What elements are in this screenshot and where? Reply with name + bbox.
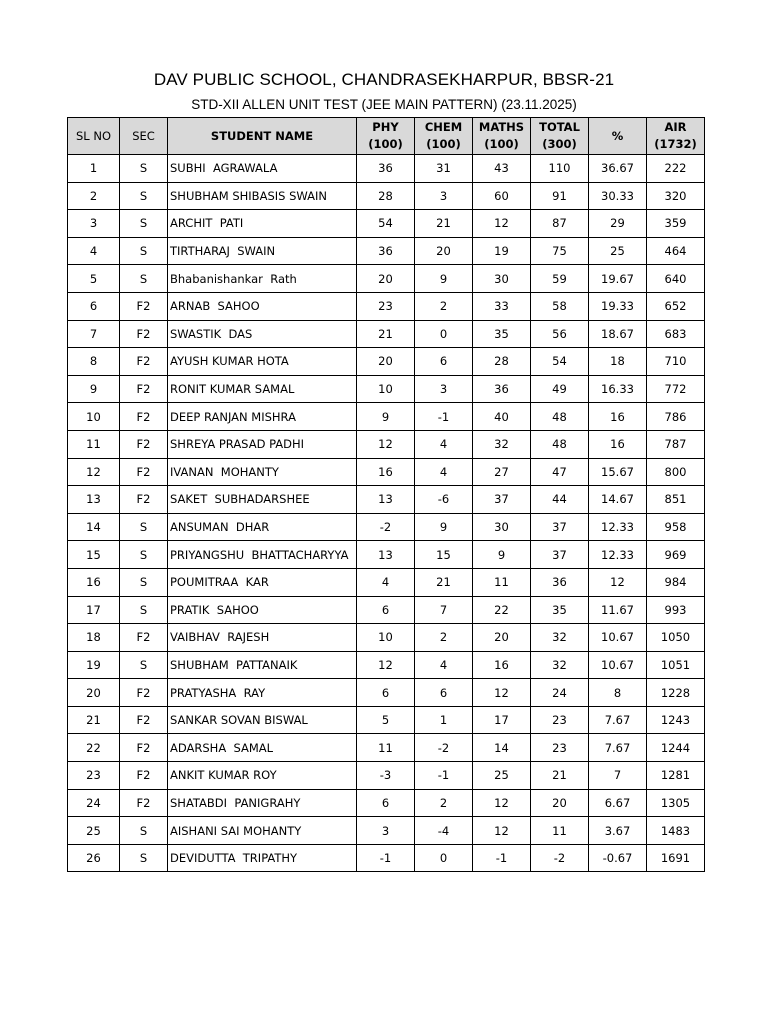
phy-cell: 36 <box>357 237 415 265</box>
table-row <box>68 817 705 845</box>
maths-cell: 30 <box>473 513 531 541</box>
sl-no-cell: 3 <box>68 210 120 238</box>
percent-cell: 16 <box>589 430 647 458</box>
table-row <box>68 541 705 569</box>
air-cell: 1483 <box>647 817 705 845</box>
total-cell: 91 <box>531 182 589 210</box>
chem-cell: 4 <box>415 430 473 458</box>
student-name-cell: VAIBHAV RAJESH <box>168 624 357 652</box>
percent-cell: 18 <box>589 348 647 376</box>
header-air-max: (1732) <box>654 137 697 151</box>
student-name-cell: SHATABDI PANIGRAHY <box>168 789 357 817</box>
phy-cell: -1 <box>357 844 415 872</box>
table-row <box>68 403 705 431</box>
total-cell: 35 <box>531 596 589 624</box>
header-student-name: STUDENT NAME <box>168 118 357 155</box>
chem-cell: -2 <box>415 734 473 762</box>
sec-cell: F2 <box>120 320 168 348</box>
sec-cell: S <box>120 265 168 293</box>
air-cell: 772 <box>647 375 705 403</box>
chem-cell: 31 <box>415 155 473 183</box>
total-cell: 56 <box>531 320 589 348</box>
phy-cell: 6 <box>357 679 415 707</box>
maths-cell: 20 <box>473 624 531 652</box>
header-chem <box>415 118 473 155</box>
air-cell: 958 <box>647 513 705 541</box>
header-percent: % <box>589 118 647 155</box>
sec-cell: F2 <box>120 403 168 431</box>
table-row <box>68 513 705 541</box>
header-chem-label: CHEM <box>424 120 463 134</box>
table-row <box>68 320 705 348</box>
percent-cell: 30.33 <box>589 182 647 210</box>
chem-cell: 1 <box>415 706 473 734</box>
sl-no-cell: 4 <box>68 237 120 265</box>
chem-cell: 6 <box>415 679 473 707</box>
page-title: DAV PUBLIC SCHOOL, CHANDRASEKHARPUR, BBSR-21 <box>153 70 615 89</box>
table-row <box>68 762 705 790</box>
results-table <box>67 117 705 872</box>
maths-cell: 43 <box>473 155 531 183</box>
table-row <box>68 624 705 652</box>
percent-cell: 18.67 <box>589 320 647 348</box>
student-name-cell: ARNAB SAHOO <box>168 292 357 320</box>
chem-cell: -1 <box>415 762 473 790</box>
table-row <box>68 265 705 293</box>
chem-cell: 6 <box>415 348 473 376</box>
sl-no-cell: 18 <box>68 624 120 652</box>
sec-cell: F2 <box>120 430 168 458</box>
sec-cell: F2 <box>120 789 168 817</box>
student-name-cell: IVANAN MOHANTY <box>168 458 357 486</box>
phy-cell: 16 <box>357 458 415 486</box>
maths-cell: 60 <box>473 182 531 210</box>
percent-cell: 16.33 <box>589 375 647 403</box>
student-name-cell: Bhabanishankar Rath <box>168 265 357 293</box>
maths-cell: 17 <box>473 706 531 734</box>
table-row <box>68 568 705 596</box>
chem-cell: 9 <box>415 513 473 541</box>
chem-cell: -1 <box>415 403 473 431</box>
maths-cell: 12 <box>473 817 531 845</box>
air-cell: 710 <box>647 348 705 376</box>
phy-cell: 20 <box>357 265 415 293</box>
sl-no-cell: 14 <box>68 513 120 541</box>
chem-cell: 9 <box>415 265 473 293</box>
percent-cell: 36.67 <box>589 155 647 183</box>
chem-cell: -6 <box>415 486 473 514</box>
maths-cell: 11 <box>473 568 531 596</box>
air-cell: 969 <box>647 541 705 569</box>
phy-cell: 36 <box>357 155 415 183</box>
student-name-cell: POUMITRAA KAR <box>168 568 357 596</box>
chem-cell: -4 <box>415 817 473 845</box>
air-cell: 787 <box>647 430 705 458</box>
sec-cell: F2 <box>120 292 168 320</box>
table-row <box>68 734 705 762</box>
sl-no-cell: 6 <box>68 292 120 320</box>
table-row <box>68 155 705 183</box>
maths-cell: 27 <box>473 458 531 486</box>
total-cell: 75 <box>531 237 589 265</box>
air-cell: 222 <box>647 155 705 183</box>
percent-cell: 19.67 <box>589 265 647 293</box>
air-cell: 993 <box>647 596 705 624</box>
total-cell: 49 <box>531 375 589 403</box>
student-name-cell: SANKAR SOVAN BISWAL <box>168 706 357 734</box>
total-cell: 59 <box>531 265 589 293</box>
header-row <box>68 118 705 155</box>
phy-cell: 23 <box>357 292 415 320</box>
header-phy-max: (100) <box>368 137 403 151</box>
header-maths <box>473 118 531 155</box>
sec-cell: S <box>120 651 168 679</box>
student-name-cell: SUBHI AGRAWALA <box>168 155 357 183</box>
percent-cell: 10.67 <box>589 624 647 652</box>
chem-cell: 3 <box>415 375 473 403</box>
maths-cell: 28 <box>473 348 531 376</box>
sec-cell: F2 <box>120 348 168 376</box>
phy-cell: 28 <box>357 182 415 210</box>
student-name-cell: SHUBHAM SHIBASIS SWAIN <box>168 182 357 210</box>
chem-cell: 21 <box>415 210 473 238</box>
student-name-cell: SHUBHAM PATTANAIK <box>168 651 357 679</box>
chem-cell: 20 <box>415 237 473 265</box>
phy-cell: 12 <box>357 651 415 679</box>
percent-cell: 7.67 <box>589 734 647 762</box>
chem-cell: 4 <box>415 458 473 486</box>
percent-cell: 6.67 <box>589 789 647 817</box>
total-cell: 32 <box>531 651 589 679</box>
percent-cell: 12.33 <box>589 541 647 569</box>
sl-no-cell: 16 <box>68 568 120 596</box>
table-row <box>68 182 705 210</box>
air-cell: 1305 <box>647 789 705 817</box>
header-total-label: TOTAL <box>539 120 580 134</box>
header-total-max: (300) <box>542 137 577 151</box>
chem-cell: 0 <box>415 320 473 348</box>
student-name-cell: SAKET SUBHADARSHEE <box>168 486 357 514</box>
sl-no-cell: 12 <box>68 458 120 486</box>
maths-cell: 19 <box>473 237 531 265</box>
student-name-cell: RONIT KUMAR SAMAL <box>168 375 357 403</box>
phy-cell: 3 <box>357 817 415 845</box>
air-cell: 1050 <box>647 624 705 652</box>
chem-cell: 7 <box>415 596 473 624</box>
chem-cell: 3 <box>415 182 473 210</box>
sl-no-cell: 22 <box>68 734 120 762</box>
total-cell: 24 <box>531 679 589 707</box>
sec-cell: S <box>120 541 168 569</box>
maths-cell: 35 <box>473 320 531 348</box>
sec-cell: F2 <box>120 706 168 734</box>
total-cell: 58 <box>531 292 589 320</box>
percent-cell: 7.67 <box>589 706 647 734</box>
sl-no-cell: 20 <box>68 679 120 707</box>
phy-cell: 20 <box>357 348 415 376</box>
maths-cell: 25 <box>473 762 531 790</box>
phy-cell: 11 <box>357 734 415 762</box>
student-name-cell: PRATIK SAHOO <box>168 596 357 624</box>
phy-cell: 12 <box>357 430 415 458</box>
total-cell: 20 <box>531 789 589 817</box>
percent-cell: 8 <box>589 679 647 707</box>
chem-cell: 2 <box>415 789 473 817</box>
header-air-label: AIR <box>664 120 687 134</box>
table-header <box>68 118 705 155</box>
student-name-cell: ANKIT KUMAR ROY <box>168 762 357 790</box>
chem-cell: 0 <box>415 844 473 872</box>
maths-cell: 33 <box>473 292 531 320</box>
table-row <box>68 486 705 514</box>
table-row <box>68 789 705 817</box>
air-cell: 1691 <box>647 844 705 872</box>
air-cell: 683 <box>647 320 705 348</box>
air-cell: 1228 <box>647 679 705 707</box>
header-phy <box>357 118 415 155</box>
sl-no-cell: 7 <box>68 320 120 348</box>
total-cell: 87 <box>531 210 589 238</box>
table-row <box>68 706 705 734</box>
student-name-cell: ANSUMAN DHAR <box>168 513 357 541</box>
air-cell: 1281 <box>647 762 705 790</box>
total-cell: -2 <box>531 844 589 872</box>
phy-cell: 4 <box>357 568 415 596</box>
table-row <box>68 375 705 403</box>
total-cell: 47 <box>531 458 589 486</box>
phy-cell: 13 <box>357 486 415 514</box>
maths-cell: 32 <box>473 430 531 458</box>
percent-cell: 16 <box>589 403 647 431</box>
air-cell: 786 <box>647 403 705 431</box>
sec-cell: S <box>120 596 168 624</box>
table-row <box>68 596 705 624</box>
total-cell: 23 <box>531 734 589 762</box>
air-cell: 359 <box>647 210 705 238</box>
table-row <box>68 844 705 872</box>
air-cell: 464 <box>647 237 705 265</box>
maths-cell: 40 <box>473 403 531 431</box>
maths-cell: 16 <box>473 651 531 679</box>
table-row <box>68 430 705 458</box>
sec-cell: F2 <box>120 762 168 790</box>
total-cell: 32 <box>531 624 589 652</box>
chem-cell: 21 <box>415 568 473 596</box>
sec-cell: F2 <box>120 458 168 486</box>
sl-no-cell: 19 <box>68 651 120 679</box>
phy-cell: 10 <box>357 375 415 403</box>
header-maths-label: MATHS <box>478 120 525 134</box>
percent-cell: 15.67 <box>589 458 647 486</box>
student-name-cell: AISHANI SAI MOHANTY <box>168 817 357 845</box>
maths-cell: 9 <box>473 541 531 569</box>
percent-cell: 3.67 <box>589 817 647 845</box>
air-cell: 652 <box>647 292 705 320</box>
sl-no-cell: 25 <box>68 817 120 845</box>
sl-no-cell: 15 <box>68 541 120 569</box>
table-body <box>68 155 705 872</box>
total-cell: 23 <box>531 706 589 734</box>
sec-cell: S <box>120 844 168 872</box>
student-name-cell: PRIYANGSHU BHATTACHARYYA <box>168 541 357 569</box>
table-row <box>68 651 705 679</box>
percent-cell: 19.33 <box>589 292 647 320</box>
student-name-cell: ADARSHA SAMAL <box>168 734 357 762</box>
table-row <box>68 458 705 486</box>
phy-cell: 6 <box>357 789 415 817</box>
air-cell: 984 <box>647 568 705 596</box>
total-cell: 110 <box>531 155 589 183</box>
sec-cell: F2 <box>120 734 168 762</box>
air-cell: 1051 <box>647 651 705 679</box>
header-phy-label: PHY <box>372 120 399 134</box>
table-row <box>68 292 705 320</box>
table-row <box>68 348 705 376</box>
sec-cell: F2 <box>120 486 168 514</box>
maths-cell: 12 <box>473 679 531 707</box>
percent-cell: 12.33 <box>589 513 647 541</box>
percent-cell: 25 <box>589 237 647 265</box>
maths-cell: 36 <box>473 375 531 403</box>
sec-cell: F2 <box>120 624 168 652</box>
phy-cell: 10 <box>357 624 415 652</box>
maths-cell: 12 <box>473 210 531 238</box>
total-cell: 54 <box>531 348 589 376</box>
sl-no-cell: 9 <box>68 375 120 403</box>
maths-cell: 37 <box>473 486 531 514</box>
percent-cell: 29 <box>589 210 647 238</box>
total-cell: 48 <box>531 430 589 458</box>
sl-no-cell: 8 <box>68 348 120 376</box>
sl-no-cell: 10 <box>68 403 120 431</box>
air-cell: 800 <box>647 458 705 486</box>
sl-no-cell: 21 <box>68 706 120 734</box>
sec-cell: F2 <box>120 679 168 707</box>
total-cell: 48 <box>531 403 589 431</box>
header-total <box>531 118 589 155</box>
air-cell: 851 <box>647 486 705 514</box>
percent-cell: -0.67 <box>589 844 647 872</box>
percent-cell: 12 <box>589 568 647 596</box>
air-cell: 320 <box>647 182 705 210</box>
maths-cell: 22 <box>473 596 531 624</box>
sec-cell: S <box>120 817 168 845</box>
sl-no-cell: 2 <box>68 182 120 210</box>
air-cell: 640 <box>647 265 705 293</box>
maths-cell: 30 <box>473 265 531 293</box>
table-row <box>68 237 705 265</box>
sl-no-cell: 11 <box>68 430 120 458</box>
phy-cell: 9 <box>357 403 415 431</box>
student-name-cell: DEEP RANJAN MISHRA <box>168 403 357 431</box>
sec-cell: S <box>120 155 168 183</box>
percent-cell: 10.67 <box>589 651 647 679</box>
maths-cell: 12 <box>473 789 531 817</box>
header-sl-no: SL NO <box>68 118 120 155</box>
header-air <box>647 118 705 155</box>
sec-cell: F2 <box>120 375 168 403</box>
air-cell: 1243 <box>647 706 705 734</box>
sl-no-cell: 13 <box>68 486 120 514</box>
sec-cell: S <box>120 182 168 210</box>
air-cell: 1244 <box>647 734 705 762</box>
chem-cell: 2 <box>415 292 473 320</box>
phy-cell: -3 <box>357 762 415 790</box>
header-sec: SEC <box>120 118 168 155</box>
student-name-cell: SHREYA PRASAD PADHI <box>168 430 357 458</box>
total-cell: 11 <box>531 817 589 845</box>
chem-cell: 2 <box>415 624 473 652</box>
phy-cell: 5 <box>357 706 415 734</box>
page-subtitle: STD-XII ALLEN UNIT TEST (JEE MAIN PATTERN) (23.11.2025) <box>191 97 577 112</box>
total-cell: 36 <box>531 568 589 596</box>
student-name-cell: ARCHIT PATI <box>168 210 357 238</box>
student-name-cell: AYUSH KUMAR HOTA <box>168 348 357 376</box>
sec-cell: S <box>120 513 168 541</box>
percent-cell: 11.67 <box>589 596 647 624</box>
table-row <box>68 679 705 707</box>
sl-no-cell: 26 <box>68 844 120 872</box>
total-cell: 37 <box>531 541 589 569</box>
percent-cell: 7 <box>589 762 647 790</box>
sec-cell: S <box>120 237 168 265</box>
percent-cell: 14.67 <box>589 486 647 514</box>
sl-no-cell: 5 <box>68 265 120 293</box>
student-name-cell: TIRTHARAJ SWAIN <box>168 237 357 265</box>
sl-no-cell: 17 <box>68 596 120 624</box>
total-cell: 37 <box>531 513 589 541</box>
phy-cell: 13 <box>357 541 415 569</box>
total-cell: 44 <box>531 486 589 514</box>
maths-cell: 14 <box>473 734 531 762</box>
phy-cell: 21 <box>357 320 415 348</box>
phy-cell: 54 <box>357 210 415 238</box>
phy-cell: -2 <box>357 513 415 541</box>
chem-cell: 15 <box>415 541 473 569</box>
maths-cell: -1 <box>473 844 531 872</box>
student-name-cell: PRATYASHA RAY <box>168 679 357 707</box>
sl-no-cell: 24 <box>68 789 120 817</box>
sl-no-cell: 1 <box>68 155 120 183</box>
table-row <box>68 210 705 238</box>
sec-cell: S <box>120 210 168 238</box>
header-maths-max: (100) <box>484 137 519 151</box>
total-cell: 21 <box>531 762 589 790</box>
sl-no-cell: 23 <box>68 762 120 790</box>
student-name-cell: DEVIDUTTA TRIPATHY <box>168 844 357 872</box>
phy-cell: 6 <box>357 596 415 624</box>
sec-cell: S <box>120 568 168 596</box>
chem-cell: 4 <box>415 651 473 679</box>
student-name-cell: SWASTIK DAS <box>168 320 357 348</box>
header-chem-max: (100) <box>426 137 461 151</box>
